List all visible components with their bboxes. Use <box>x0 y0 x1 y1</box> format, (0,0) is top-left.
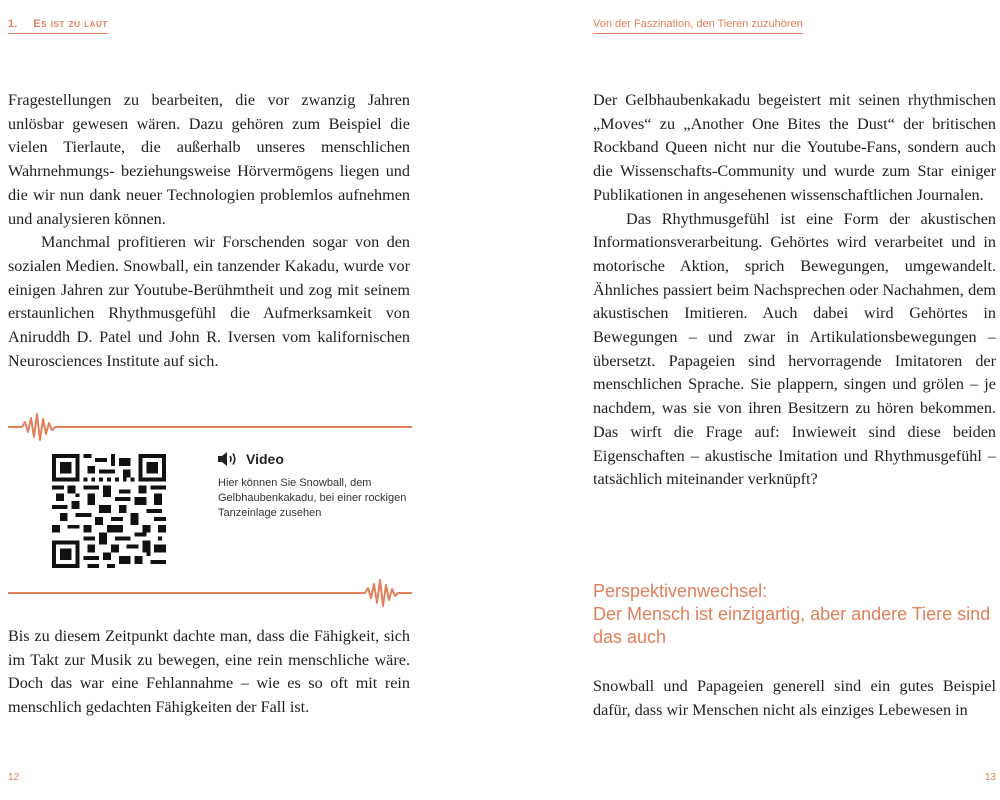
paragraph: Fragestellungen zu bearbeiten, die vor zwanzig Jahren unlösbar gewesen wären. Dazu gehören zum Beispiel die vielen Tierlaute, die außerhalb unseres menschlichen Wahrnehmungs- beziehungsweise Hörvermögens liegen und die wir nun dank neuer Technologien problemlos aufnehmen und analysieren können. <box>8 91 410 228</box>
paragraph: Manchmal profitieren wir Forschenden sogar von den sozialen Medien. Snowball, ein tanzender Kakadu, wurde vor einigen Jahren zur Youtube-Berühmtheit und zog mit seinem erstaunlichen Rhythmusgefühl die Aufmerksamkeit von Aniruddh D. Patel und John R. Iversen vom kalifornischen Neurosciences Institute auf sich. <box>8 233 410 370</box>
sound-wave-icon <box>8 576 412 610</box>
body-text-bottom-right <box>593 675 996 722</box>
section-heading-line2: Der Mensch ist einzigartig, aber andere Tiere sind das auch <box>593 604 991 647</box>
paragraph: Der Gelbhaubenkakadu begeistert mit seinen rhythmischen „Moves“ zu „Another One Bites the Dust“ der britischen Rockband Queen nicht nur die Youtube-Fans, sondern auch die Wissenschafts-Community und wurde zum Star einiger Publikationen in angesehenen wissenschaftlichen Journalen. <box>593 91 996 204</box>
body-text-top-right <box>593 89 996 492</box>
speaker-icon <box>216 450 238 468</box>
running-head-title: Von der Faszination, den Tieren zuzuhören <box>593 18 803 30</box>
paragraph: Snowball und Papageien generell sind ein gutes Beispiel dafür, dass wir Menschen nicht als einziges Lebewesen in <box>593 677 996 719</box>
right-page <box>500 0 1000 800</box>
qr-code-icon[interactable] <box>52 454 166 568</box>
section-heading-line1: Perspektivenwechsel: <box>593 581 768 601</box>
page-number-left: 12 <box>8 772 20 783</box>
page-number-right: 13 <box>984 772 996 783</box>
body-text-top-left <box>8 89 410 373</box>
chapter-number: 1. <box>8 18 18 30</box>
video-description: Hier können Sie Snowball, dem Gelbhaubenkakadu, bei einer rockigen Tanzeinlage zusehen <box>218 477 407 519</box>
paragraph: Das Rhythmusgefühl ist eine Form der akustischen Informationsverarbeitung. Gehörtes wird verarbeitet und in motorische Aktion, sprich Bewegungen, umgewandelt. Ähnliches passiert beim Nachsprechen oder Nachahmen, dem akustischen Imitieren. Auch dabei wird Gehörtes in Bewegungen – und zwar in Artikulationsbewegungen – übersetzt. Papageien sind hervorragende Imitatoren der menschlichen Sprache. Sie plappern, singen und grölen – je nachdem, was sie von ihren Besitzern zu hören bekommen. Das wirft die Frage auf: Inwieweit sind diese beiden Eigenschaften – akustische Imitation und Rhythmusgefühl – tatsächlich miteinander verknüpft? <box>593 209 996 489</box>
chapter-title: Es ist zu laut <box>33 18 108 30</box>
video-title: Video <box>246 451 284 467</box>
body-text-bottom-left <box>8 625 410 720</box>
running-head-right <box>593 18 803 34</box>
paragraph: Bis zu diesem Zeitpunkt dachte man, dass die Fähigkeit, sich im Takt zur Musik zu bewegen, eine rein menschliche wäre. Doch das war eine Fehlannahme – wie es so oft mit rein menschlich gedachten Fähigkeiten der Fall ist. <box>8 627 410 717</box>
sound-wave-icon <box>8 410 412 444</box>
section-heading <box>593 580 993 649</box>
running-head-left <box>8 18 108 34</box>
video-label[interactable] <box>216 450 284 468</box>
